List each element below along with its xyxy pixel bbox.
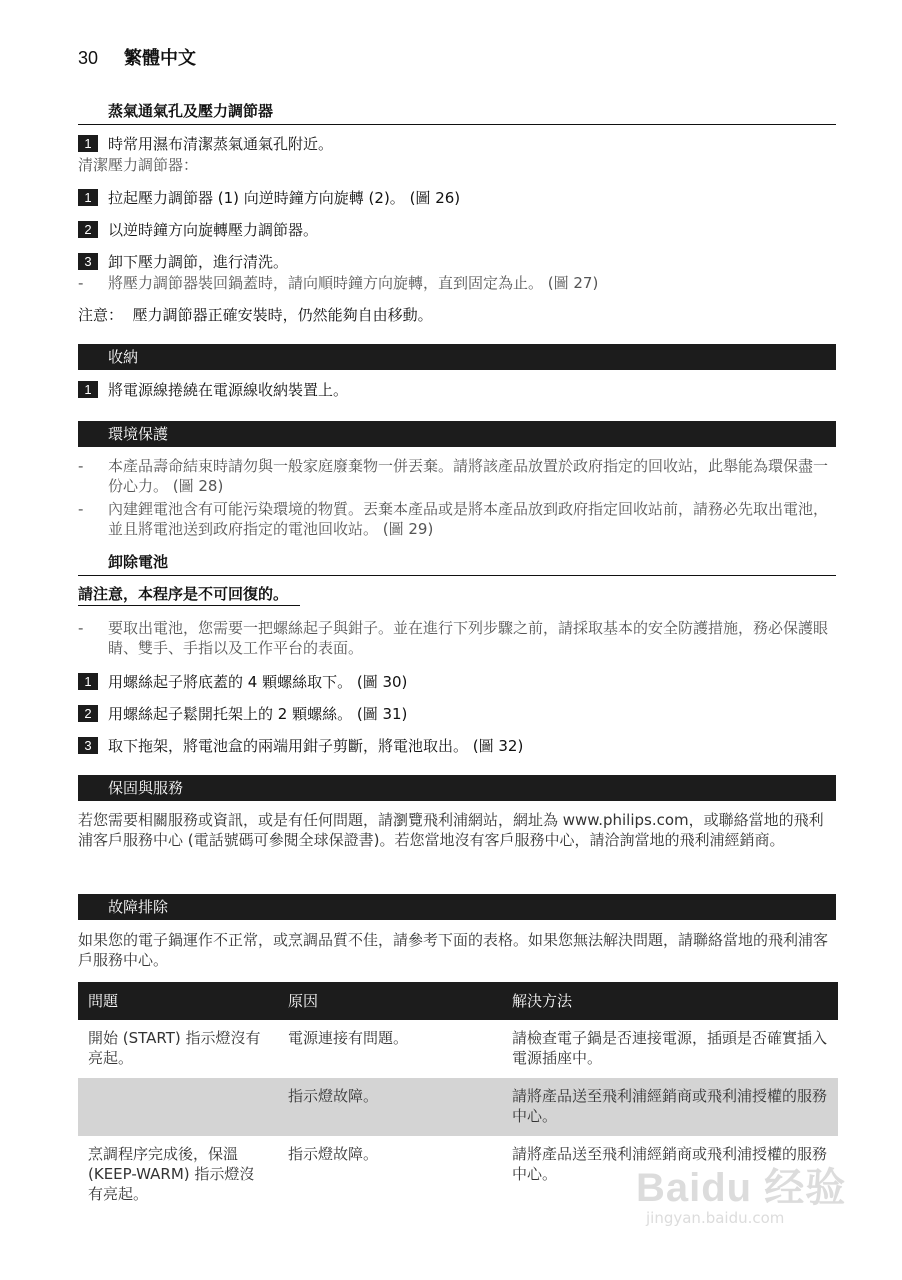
step-text: 以逆時鐘方向旋轉壓力調節器。	[108, 221, 319, 239]
step-number: 2	[78, 705, 98, 722]
step-item	[78, 736, 523, 756]
page-header	[78, 44, 196, 70]
table-row	[78, 1020, 838, 1078]
step-number: 3	[78, 737, 98, 754]
column-header: 問題	[78, 982, 278, 1020]
step-item	[78, 188, 460, 208]
cause-cell: 指示燈故障。	[278, 1078, 502, 1136]
section-rule	[78, 124, 836, 125]
step-item	[78, 252, 288, 272]
dash-marker: -	[78, 500, 84, 518]
table-row	[78, 1078, 838, 1136]
column-header: 解決方法	[502, 982, 838, 1020]
step-text: 用螺絲起子將底蓋的 4 顆螺絲取下。 (圖 30)	[108, 673, 408, 691]
step-number: 1	[78, 135, 98, 152]
dash-text: 內建鋰電池含有可能污染環境的物質。丟棄本產品或是將本產品放到政府指定回收站前，請務必先取出電池，並且將電池送到政府指定的電池回收站。 (圖 29)	[108, 500, 829, 538]
note-label: 注意：	[78, 306, 124, 324]
step-number: 1	[78, 189, 98, 206]
note-line	[78, 305, 433, 325]
baidu-watermark	[636, 1156, 846, 1227]
step-text: 用螺絲起子鬆開托架上的 2 顆螺絲。 (圖 31)	[108, 705, 408, 723]
troubleshooting-intro: 如果您的電子鍋運作不正常，或烹調品質不佳，請參考下面的表格。如果您無法解決問題，請聯絡當地的飛利浦客戶服務中心。	[78, 931, 829, 969]
column-header: 原因	[278, 982, 502, 1020]
language-label: 繁體中文	[124, 48, 197, 69]
step-item	[78, 672, 407, 692]
table-header-row	[78, 982, 838, 1020]
clean-note: 清潔壓力調節器：	[78, 156, 199, 174]
step-number: 3	[78, 253, 98, 270]
problem-cell: 開始 (START) 指示燈沒有亮起。	[88, 1029, 261, 1067]
dash-text: 本產品壽命結束時請勿與一般家庭廢棄物一併丟棄。請將該產品放置於政府指定的回收站，此舉能為環保盡一份心力。 (圖 28)	[108, 457, 829, 495]
step-item	[78, 134, 333, 154]
warranty-text: 若您需要相關服務或資訊，或是有任何問題，請瀏覽飛利浦網站，網址為 www.philips.com，或聯絡當地的飛利浦客戶服務中心 (電話號碼可參閱全球保證書)。若您當地沒有客戶服務中心，請洽詢當地的飛利浦經銷商。	[78, 811, 824, 849]
dash-item	[78, 273, 838, 295]
section-bar-troubleshooting: 故障排除	[78, 894, 836, 920]
dash-marker: -	[78, 457, 84, 475]
step-text: 卸下壓力調節，進行清洗。	[108, 253, 289, 271]
step-text: 時常用濕布清潔蒸氣通氣孔附近。	[108, 135, 334, 153]
section-rule	[78, 575, 836, 576]
section-title-battery: 卸除電池	[108, 553, 169, 571]
dash-marker: -	[78, 274, 84, 292]
section-bar-warranty: 保固與服務	[78, 775, 836, 801]
dash-item	[78, 618, 838, 660]
step-number: 1	[78, 673, 98, 690]
watermark-brand: Baidu 经验	[636, 1166, 847, 1210]
problem-cell	[78, 1078, 278, 1136]
step-item	[78, 220, 318, 240]
cause-cell: 指示燈故障。	[288, 1145, 379, 1163]
step-text: 將電源線捲繞在電源線收納裝置上。	[108, 381, 349, 399]
dash-marker: -	[78, 619, 84, 637]
problem-cell: 烹調程序完成後，保溫 (KEEP-WARM) 指示燈沒有亮起。	[88, 1145, 255, 1203]
warning-text: 請注意，本程序是不可回復的。	[78, 583, 300, 606]
watermark-url: jingyan.baidu.com	[646, 1209, 785, 1227]
section-bar-environment: 環境保護	[78, 421, 836, 447]
step-item	[78, 704, 407, 724]
cause-cell: 電源連接有問題。	[288, 1029, 409, 1047]
step-number: 1	[78, 381, 98, 398]
step-item	[78, 380, 348, 400]
solution-cell: 請將產品送至飛利浦經銷商或飛利浦授權的服務中心。	[502, 1078, 838, 1136]
page-number: 30	[78, 48, 99, 68]
solution-cell: 請將產品送至飛利浦經銷商或飛利浦授權的服務中心。	[512, 1145, 828, 1183]
dash-item	[78, 499, 838, 541]
section-bar-storage: 收納	[78, 344, 836, 370]
step-number: 2	[78, 221, 98, 238]
solution-cell: 請檢查電子鍋是否連接電源，插頭是否確實插入電源插座中。	[512, 1029, 828, 1067]
dash-text: 要取出電池，您需要一把螺絲起子與鉗子。並在進行下列步驟之前，請採取基本的安全防護措施，務必保護眼睛、雙手、手指以及工作平台的表面。	[108, 619, 829, 657]
step-text: 拉起壓力調節器 (1) 向逆時鐘方向旋轉 (2)。 (圖 26)	[108, 189, 461, 207]
dash-text: 將壓力調節器裝回鍋蓋時，請向順時鐘方向旋轉，直到固定為止。 (圖 27)	[108, 274, 599, 292]
note-text: 壓力調節器正確安裝時，仍然能夠自由移動。	[132, 306, 433, 324]
section-title-vent: 蒸氣通氣孔及壓力調節器	[108, 102, 274, 120]
step-text: 取下拖架，將電池盒的兩端用鉗子剪斷，將電池取出。 (圖 32)	[108, 737, 524, 755]
dash-item	[78, 456, 838, 498]
